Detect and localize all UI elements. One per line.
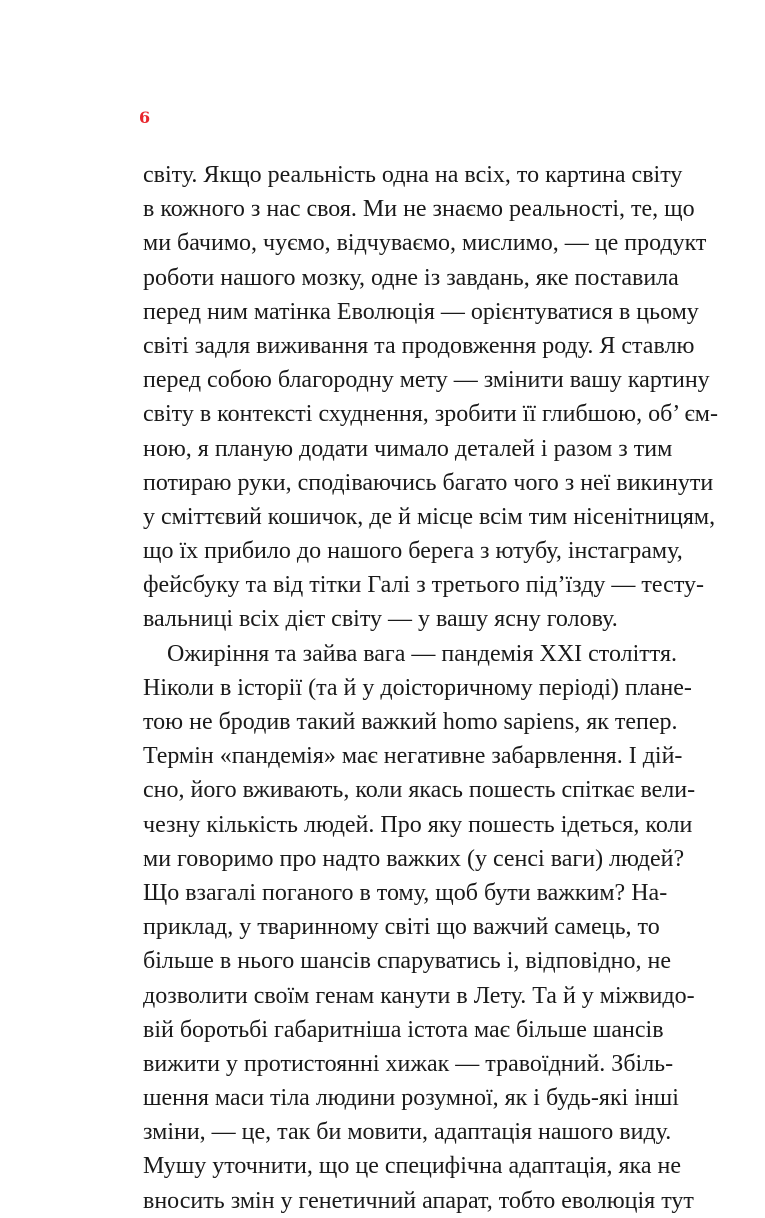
text-line: вій боротьбі габаритніша істота має більше шансів bbox=[143, 1016, 664, 1043]
text-line: Мушу уточнити, що це специфічна адаптація, яка не bbox=[143, 1153, 681, 1180]
text-line: роботи нашого мозку, одне із завдань, яке поставила bbox=[143, 264, 679, 291]
text-line: вальниці всіх дієт світу — у вашу ясну голову. bbox=[143, 606, 618, 633]
text-line: сно, його вживають, коли якась пошесть спіткає вели- bbox=[143, 777, 696, 804]
text-line: зміни, — це, так би мовити, адаптація нашого виду. bbox=[143, 1119, 672, 1146]
text-line: перед ним матінка Еволюція — орієнтуватися в цьому bbox=[143, 298, 699, 325]
text-line: приклад, у тваринному світі що важчий самець, то bbox=[143, 914, 660, 941]
page-number: 6 bbox=[139, 108, 151, 127]
text-line: більше в нього шансів спаруватись і, відповідно, не bbox=[143, 948, 672, 975]
text-line: ною, я планую додати чимало деталей і разом з тим bbox=[143, 435, 673, 462]
text-line: потираю руки, сподіваючись багато чого з неї викинути bbox=[143, 469, 714, 496]
text-line: у сміттєвий кошичок, де й місце всім тим нісенітницям, bbox=[143, 503, 716, 530]
text-line: світу в контексті схуднення, зробити її глибшою, об’ єм- bbox=[143, 401, 718, 428]
text-line: Ніколи в історії (та й у доісторичному періоді) плане- bbox=[143, 674, 692, 701]
text-line: шення маси тіла людини розумної, як і будь-які інші bbox=[143, 1085, 679, 1112]
text-line: тою не бродив такий важкий homo sapiens, як тепер. bbox=[143, 709, 678, 735]
text-line: вижити у протистоянні хижак — травоїдний. Збіль- bbox=[143, 1050, 674, 1077]
text-line: Ожиріння та зайва вага — пандемія XXI століття. bbox=[167, 640, 677, 667]
text-line: світі задля виживання та продовження роду. Я ставлю bbox=[143, 332, 695, 359]
paragraph bbox=[143, 637, 696, 1218]
text-line: Що взагалі поганого в тому, щоб бути важким? На- bbox=[143, 879, 668, 906]
text-line: чезну кількість людей. Про яку пошесть ідеться, коли bbox=[143, 811, 693, 838]
text-line: ми бачимо, чуємо, відчуваємо, мислимо, — це продукт bbox=[143, 230, 707, 257]
text-line: Термін «пандемія» має негативне забарвлення. І дій- bbox=[143, 743, 683, 770]
text-line: вносить змін у генетичний апарат, тобто еволюція тут bbox=[143, 1187, 694, 1214]
text-line: що їх прибило до нашого берега з ютубу, інстаграму, bbox=[143, 538, 683, 565]
text-line: фейсбуку та від тітки Галі з третього під’їзду — тесту- bbox=[143, 572, 704, 599]
body-text bbox=[143, 158, 718, 1218]
text-line: дозволити своїм генам канути в Лету. Та й у міжвидо- bbox=[143, 982, 695, 1009]
text-line: перед собою благородну мету — змінити вашу картину bbox=[143, 367, 710, 394]
paragraph bbox=[143, 158, 718, 637]
text-line: ми говоримо про надто важких (у сенсі ваги) людей? bbox=[143, 845, 685, 872]
text-line: в кожного з нас своя. Ми не знаємо реальності, те, що bbox=[143, 196, 695, 223]
text-line: світу. Якщо реальність одна на всіх, то картина світу bbox=[143, 162, 683, 188]
